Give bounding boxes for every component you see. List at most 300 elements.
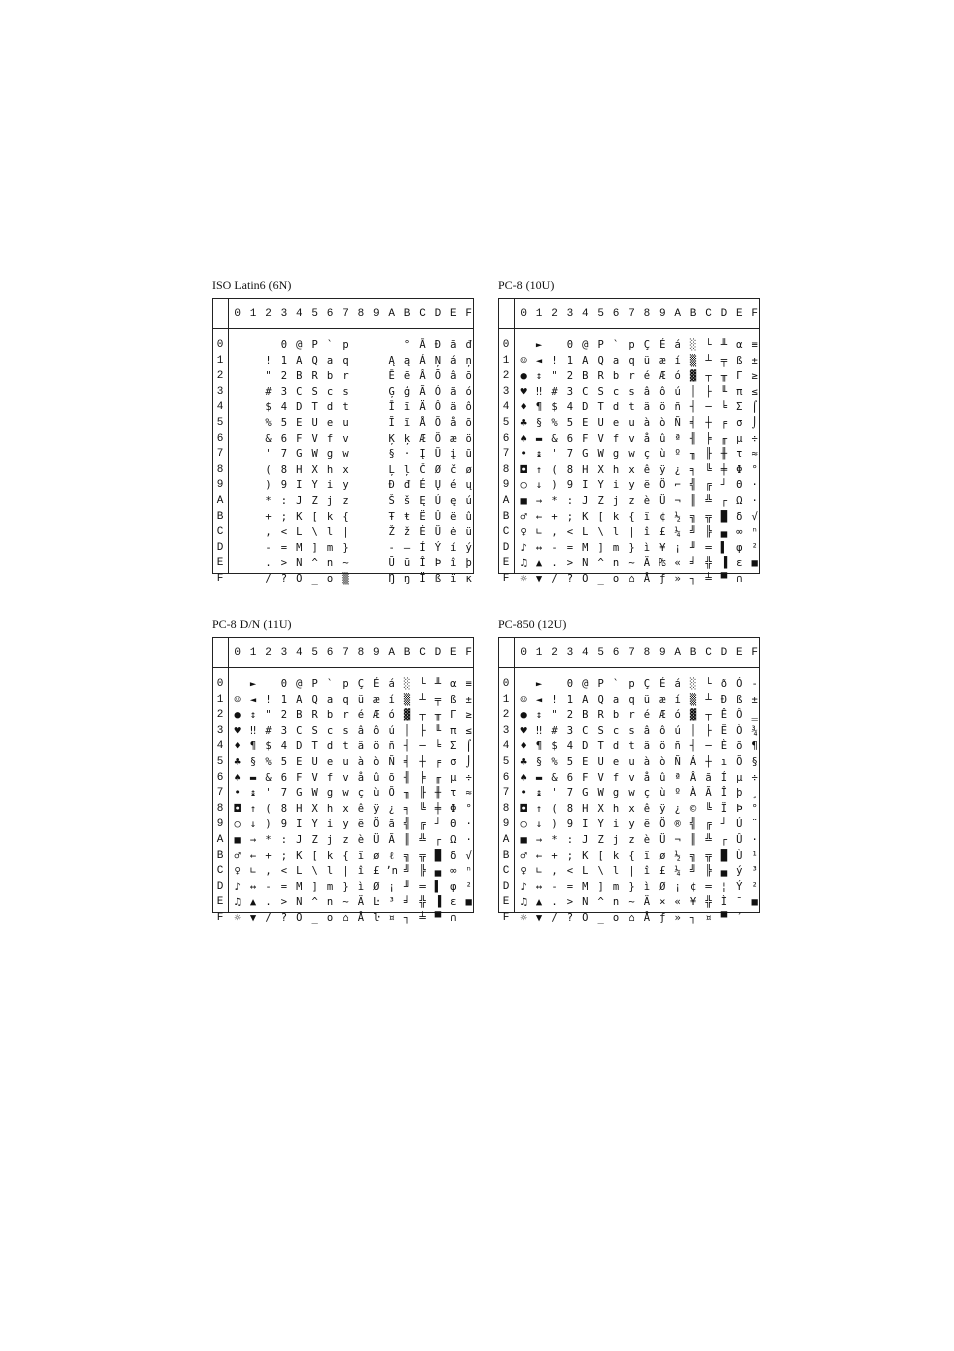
glyph-cell: Ų [434, 479, 442, 492]
glyph-cell: ♥ [234, 724, 241, 737]
glyph-cell: Ē [388, 370, 395, 383]
row-label-rule [514, 638, 515, 912]
glyph-cell: M [582, 541, 589, 554]
glyph-cell: a [612, 693, 620, 706]
glyph-cell: S [311, 385, 318, 398]
glyph-cell: Đ [434, 339, 442, 351]
glyph-cell: 9 [566, 479, 574, 492]
glyph-cell: ‼ [535, 724, 543, 737]
row-header: 1 [502, 693, 510, 706]
glyph-cell: Å [643, 912, 651, 924]
glyph-cell: D [296, 401, 303, 414]
column-header: B [689, 308, 697, 320]
glyph-cell: ♦ [520, 740, 527, 753]
glyph-cell: į [450, 448, 457, 461]
glyph-cell: ! [551, 693, 558, 706]
glyph-cell: ↨ [535, 448, 543, 461]
glyph-cell: ≈ [751, 448, 758, 461]
glyph-cell: ╦ [419, 849, 426, 862]
glyph-cell: ▌ [434, 880, 442, 893]
glyph-cell: ī [403, 401, 411, 414]
glyph-cell: ╛ [403, 896, 411, 909]
glyph-cell: t [342, 401, 349, 414]
glyph-cell: ļ [403, 463, 411, 476]
glyph-cell: æ [659, 693, 666, 706]
column-header: 3 [566, 647, 574, 659]
glyph-cell: Ê [720, 709, 728, 722]
glyph-cell: ' [551, 787, 558, 800]
glyph-cell: 8 [280, 802, 288, 815]
glyph-cell: ß [736, 693, 743, 706]
glyph-cell: + [551, 849, 558, 862]
glyph-cell: · [465, 818, 472, 831]
glyph-cell: Ü [659, 834, 666, 846]
glyph-cell: ó [674, 370, 681, 383]
glyph-cell: ô [659, 724, 666, 737]
glyph-cell: Ō [434, 370, 442, 383]
glyph-cell: ╜ [403, 880, 411, 893]
glyph-cell: ¤ [388, 912, 395, 924]
glyph-cell: w [628, 448, 635, 461]
glyph-cell: ▐ [720, 557, 728, 570]
glyph-cell: ╒ [434, 756, 442, 768]
glyph-cell: e [612, 756, 620, 768]
column-header: 6 [326, 647, 334, 659]
column-header: D [720, 308, 728, 320]
glyph-cell: m [612, 541, 620, 554]
row-header: B [502, 849, 510, 862]
glyph-cell: ╘ [434, 740, 442, 753]
column-header: 4 [295, 308, 303, 320]
glyph-cell: ╞ [419, 771, 426, 784]
glyph-cell: ä [643, 740, 651, 753]
glyph-cell: b [326, 709, 334, 722]
glyph-cell: ķ [403, 432, 411, 445]
glyph-cell: _ [597, 912, 604, 924]
glyph-cell: z [342, 495, 349, 507]
glyph-cell: û [373, 771, 380, 784]
glyph-cell: ╓ [720, 432, 728, 445]
glyph-cell: ┬ [419, 709, 426, 722]
glyph-cell: S [311, 724, 318, 737]
glyph-cell: Ņ [434, 354, 442, 367]
glyph-cell: } [342, 541, 349, 554]
glyph-cell: , [265, 865, 272, 878]
glyph-cell: - [551, 541, 558, 554]
glyph-cell: ╫ [434, 787, 442, 800]
glyph-grid [212, 298, 474, 585]
glyph-cell: Ä [357, 896, 365, 909]
glyph-cell: T [597, 401, 604, 414]
glyph-cell: ° [751, 802, 758, 815]
glyph-cell: g [612, 787, 620, 800]
glyph-cell: ; [280, 849, 288, 862]
glyph-cell: 2 [566, 709, 574, 722]
glyph-cell: Ķ [388, 432, 395, 445]
glyph-cell: Φ [450, 802, 457, 815]
glyph-cell: ) [265, 818, 272, 831]
glyph-cell: ▓ [403, 709, 411, 722]
glyph-cell: ■ [751, 896, 758, 909]
glyph-cell: ╧ [705, 573, 712, 585]
glyph-cell: ┘ [720, 818, 728, 831]
glyph-cell: { [628, 510, 635, 523]
glyph-cell: 6 [566, 771, 574, 784]
glyph-cell: § [388, 448, 395, 461]
glyph-cell: Ô [434, 401, 442, 414]
glyph-cell: ¶ [535, 740, 543, 753]
glyph-cell: G [296, 448, 303, 461]
glyph-cell: D [582, 401, 589, 414]
row-header: D [216, 880, 224, 893]
glyph-cell: f [326, 771, 334, 784]
row-header: 5 [502, 756, 510, 768]
glyph-cell: 7 [566, 448, 574, 461]
glyph-cell: Þ [736, 802, 743, 815]
glyph-cell: ♀ [520, 865, 527, 878]
glyph-cell: & [551, 771, 558, 784]
glyph-cell: ' [551, 448, 558, 461]
row-header: D [502, 541, 510, 554]
glyph-cell: ë [643, 818, 651, 831]
glyph-cell: ĸ [465, 573, 472, 585]
glyph-cell: q [628, 693, 635, 706]
glyph-cell: U [311, 417, 318, 429]
glyph-cell: á [388, 678, 395, 690]
glyph-cell: i [326, 479, 334, 492]
glyph-cell: ` [612, 339, 620, 351]
row-header: 8 [502, 463, 510, 476]
glyph-cell: > [566, 896, 574, 909]
glyph-cell: 9 [280, 818, 288, 831]
glyph-cell: ⌂ [342, 912, 349, 924]
row-header: 1 [502, 354, 510, 367]
row-header: 1 [216, 693, 224, 706]
glyph-cell: ê [643, 463, 651, 476]
glyph-cell: ← [249, 849, 257, 862]
glyph-cell: ♥ [520, 724, 527, 737]
row-header: 2 [216, 370, 224, 383]
glyph-cell: ō [465, 370, 472, 383]
glyph-cell: ↕ [535, 709, 543, 722]
glyph-cell: ▬ [535, 432, 543, 445]
glyph-cell: ─ [705, 401, 712, 414]
glyph-cell: ∩ [736, 573, 743, 585]
glyph-cell: 6 [280, 432, 288, 445]
row-header: A [502, 495, 510, 507]
row-header: 5 [216, 756, 224, 768]
glyph-cell: Ç [643, 678, 651, 690]
column-header: C [419, 647, 426, 659]
glyph-cell: H [582, 463, 589, 476]
glyph-cell: É [419, 479, 426, 492]
glyph-cell: ï [450, 573, 457, 585]
glyph-cell: Ø [373, 880, 380, 893]
column-header: 7 [628, 308, 635, 320]
glyph-cell: ■ [520, 495, 527, 507]
glyph-cell: é [643, 370, 651, 383]
row-header: 6 [502, 771, 510, 784]
glyph-cell: ╔ [705, 818, 712, 831]
glyph-cell: { [628, 849, 635, 862]
glyph-cell: ö [659, 401, 666, 414]
glyph-cell: j [326, 834, 334, 846]
glyph-cell: ü [357, 693, 365, 706]
glyph-cell: ► [249, 678, 257, 690]
glyph-cell: K [296, 510, 303, 523]
glyph-cell: Ŀ [373, 896, 380, 909]
glyph-cell: ∟ [249, 865, 257, 878]
row-header: 4 [502, 740, 510, 753]
glyph-cell: ┐ [689, 573, 697, 585]
glyph-cell: ü [643, 693, 651, 706]
glyph-cell: u [628, 756, 635, 768]
glyph-cell: ≡ [465, 678, 472, 690]
glyph-cell: · [403, 448, 411, 461]
row-header: F [216, 912, 224, 924]
glyph-cell: ╗ [403, 849, 411, 862]
glyph-cell: , [551, 865, 558, 878]
glyph-cell: ; [566, 849, 574, 862]
glyph-cell: È [720, 740, 728, 753]
glyph-cell: ↔ [535, 880, 543, 893]
glyph-cell: 6 [566, 432, 574, 445]
glyph-cell: ' [265, 787, 272, 800]
row-header: 3 [216, 385, 224, 398]
glyph-cell: L [296, 865, 303, 878]
glyph-cell: E [582, 756, 589, 768]
row-header: 7 [502, 448, 510, 461]
glyph-cell: 8 [280, 463, 288, 476]
glyph-cell: _ [597, 573, 604, 585]
glyph-cell: ╣ [403, 818, 411, 831]
glyph-cell: • [520, 448, 527, 461]
table-title: ISO Latin6 (6N) [212, 278, 292, 292]
glyph-cell: ½ [674, 510, 681, 523]
glyph-cell: 5 [566, 756, 574, 768]
glyph-cell: z [628, 834, 635, 846]
column-header: 9 [372, 647, 380, 659]
glyph-cell: ▒ [689, 354, 697, 367]
glyph-cell: æ [373, 693, 380, 706]
glyph-cell: k [326, 849, 334, 862]
glyph-cell: J [582, 834, 589, 846]
glyph-cell: ` [326, 339, 334, 351]
glyph-cell: A [296, 693, 303, 706]
glyph-cell: ┴ [419, 693, 426, 706]
glyph-cell: Q [597, 693, 604, 706]
glyph-cell: ú [465, 495, 472, 507]
glyph-cell: l [612, 526, 620, 539]
glyph-cell: Æ [373, 709, 380, 722]
glyph-cell: └ [419, 678, 426, 690]
glyph-cell: I [582, 479, 589, 492]
glyph-cell: ╩ [419, 834, 426, 846]
glyph-cell: T [597, 740, 604, 753]
glyph-cell: █ [720, 510, 728, 523]
glyph-cell: æ [659, 354, 666, 367]
glyph-cell: è [643, 834, 651, 846]
glyph-cell: Ù [736, 849, 743, 862]
glyph-cell: Ŧ [388, 510, 395, 523]
glyph-cell: τ [736, 448, 743, 461]
glyph-cell: @ [296, 339, 303, 351]
glyph-cell: 3 [566, 385, 574, 398]
glyph-cell: c [326, 385, 334, 398]
glyph-cell: é [357, 709, 365, 722]
row-header: F [502, 573, 510, 585]
column-header: 1 [535, 308, 543, 320]
glyph-cell: * [265, 834, 272, 846]
glyph-cell: ♀ [234, 865, 241, 878]
glyph-cell: ♫ [234, 896, 241, 909]
glyph-cell: | [628, 526, 635, 539]
glyph-cell: ▌ [720, 541, 728, 554]
glyph-cell: J [582, 495, 589, 507]
glyph-cell: ║ [689, 834, 697, 846]
glyph-cell: ┌ [720, 495, 728, 507]
glyph-cell: ▲ [249, 896, 257, 909]
glyph-cell: ╬ [705, 557, 712, 570]
glyph-cell: Ĩ [388, 417, 395, 429]
glyph-cell: ▲ [535, 557, 543, 570]
glyph-cell: d [326, 401, 334, 414]
glyph-cell: g [612, 448, 620, 461]
glyph-cell: ; [566, 510, 574, 523]
glyph-cell: C [582, 385, 589, 398]
glyph-cell: ◄ [249, 693, 257, 706]
glyph-cell: ├ [419, 724, 426, 737]
glyph-cell: á [674, 678, 681, 690]
glyph-cell: t [628, 401, 635, 414]
glyph-cell: ò [373, 756, 380, 768]
glyph-cell: ≤ [751, 385, 758, 398]
glyph-cell: \ [597, 526, 604, 539]
glyph-cell: ( [265, 463, 272, 476]
glyph-cell: ► [535, 339, 543, 351]
glyph-cell: ≥ [465, 709, 472, 722]
glyph-cell: % [551, 417, 558, 429]
glyph-cell: \ [311, 865, 318, 878]
glyph-cell: m [612, 880, 620, 893]
glyph-cell: º [674, 448, 681, 461]
glyph-cell: < [280, 865, 288, 878]
glyph-cell: π [736, 385, 743, 398]
glyph-cell: Æ [659, 370, 666, 383]
glyph-cell: ┼ [419, 756, 426, 768]
glyph-cell: ╣ [689, 818, 697, 831]
glyph-cell: ¡ [674, 541, 681, 554]
glyph-cell: < [566, 865, 574, 878]
glyph-cell: á [674, 339, 681, 351]
glyph-cell: ┬ [705, 709, 712, 722]
glyph-cell: > [280, 896, 288, 909]
glyph-cell: á [450, 354, 457, 367]
glyph-cell: e [326, 756, 334, 768]
glyph-cell: V [311, 432, 318, 445]
glyph-cell: Γ [736, 370, 743, 383]
glyph-cell: ↓ [249, 818, 257, 831]
row-header: A [502, 834, 510, 846]
glyph-cell: ¸ [751, 787, 758, 800]
glyph-cell: ? [280, 912, 288, 924]
row-header: 7 [216, 787, 224, 800]
glyph-cell: d [326, 740, 334, 753]
glyph-cell: δ [450, 849, 457, 862]
column-header: 8 [357, 647, 365, 659]
glyph-cell: i [326, 818, 334, 831]
column-header: C [705, 647, 712, 659]
glyph-cell: ² [465, 880, 472, 893]
glyph-cell: @ [582, 678, 589, 690]
glyph-cell: ũ [465, 448, 472, 461]
column-header: F [465, 647, 472, 659]
glyph-cell: ´ [736, 912, 743, 924]
glyph-cell: Ã [705, 787, 712, 800]
glyph-cell: Ã [388, 834, 395, 846]
glyph-cell: ▼ [249, 912, 257, 924]
glyph-cell: « [674, 557, 681, 570]
glyph-cell: Ė [419, 526, 426, 539]
glyph-cell: ╟ [419, 787, 426, 800]
row-header: E [502, 896, 510, 909]
row-header: 2 [216, 709, 224, 722]
glyph-cell: } [628, 541, 635, 554]
glyph-cell: A [582, 693, 589, 706]
glyph-cell: Ñ [674, 417, 681, 429]
glyph-cell: n [612, 557, 620, 570]
glyph-cell: # [265, 385, 272, 398]
row-header: 7 [216, 448, 224, 461]
glyph-cell: √ [751, 510, 758, 523]
glyph-cell: 9 [280, 479, 288, 492]
glyph-cell: Ä [419, 401, 426, 414]
glyph-cell: * [265, 495, 272, 507]
glyph-cell: ä [450, 401, 457, 414]
column-header: B [689, 647, 697, 659]
glyph-cell: è [643, 495, 651, 507]
glyph-cell: → [249, 834, 257, 846]
glyph-cell: h [612, 463, 620, 476]
glyph-cell: 5 [280, 756, 288, 768]
glyph-cell: ∞ [450, 865, 457, 878]
row-header: C [216, 865, 224, 878]
glyph-cell: ↓ [535, 479, 543, 492]
glyph-cell: Ž [388, 526, 395, 539]
glyph-cell: Õ [388, 787, 395, 800]
glyph-cell: ╣ [689, 479, 697, 492]
glyph-cell: Í [720, 771, 728, 784]
glyph-cell: ± [465, 693, 472, 706]
glyph-cell: ê [643, 802, 651, 815]
glyph-cell: ð [720, 678, 728, 690]
glyph-cell: ¥ [659, 541, 666, 554]
glyph-cell: ┼ [705, 756, 712, 768]
glyph-cell: █ [434, 849, 442, 862]
glyph-cell: + [551, 510, 558, 523]
glyph-cell: 0 [566, 339, 574, 351]
glyph-cell: ┼ [705, 417, 712, 429]
glyph-cell: / [265, 912, 272, 924]
glyph-cell: ù [659, 787, 666, 800]
glyph-cell: ï [643, 510, 651, 523]
glyph-cell: ↑ [535, 802, 543, 815]
glyph-cell: ╬ [705, 896, 712, 909]
glyph-cell: # [265, 724, 272, 737]
glyph-cell: Ú [434, 495, 442, 507]
glyph-cell: ä [357, 740, 365, 753]
glyph-cell: h [612, 802, 620, 815]
